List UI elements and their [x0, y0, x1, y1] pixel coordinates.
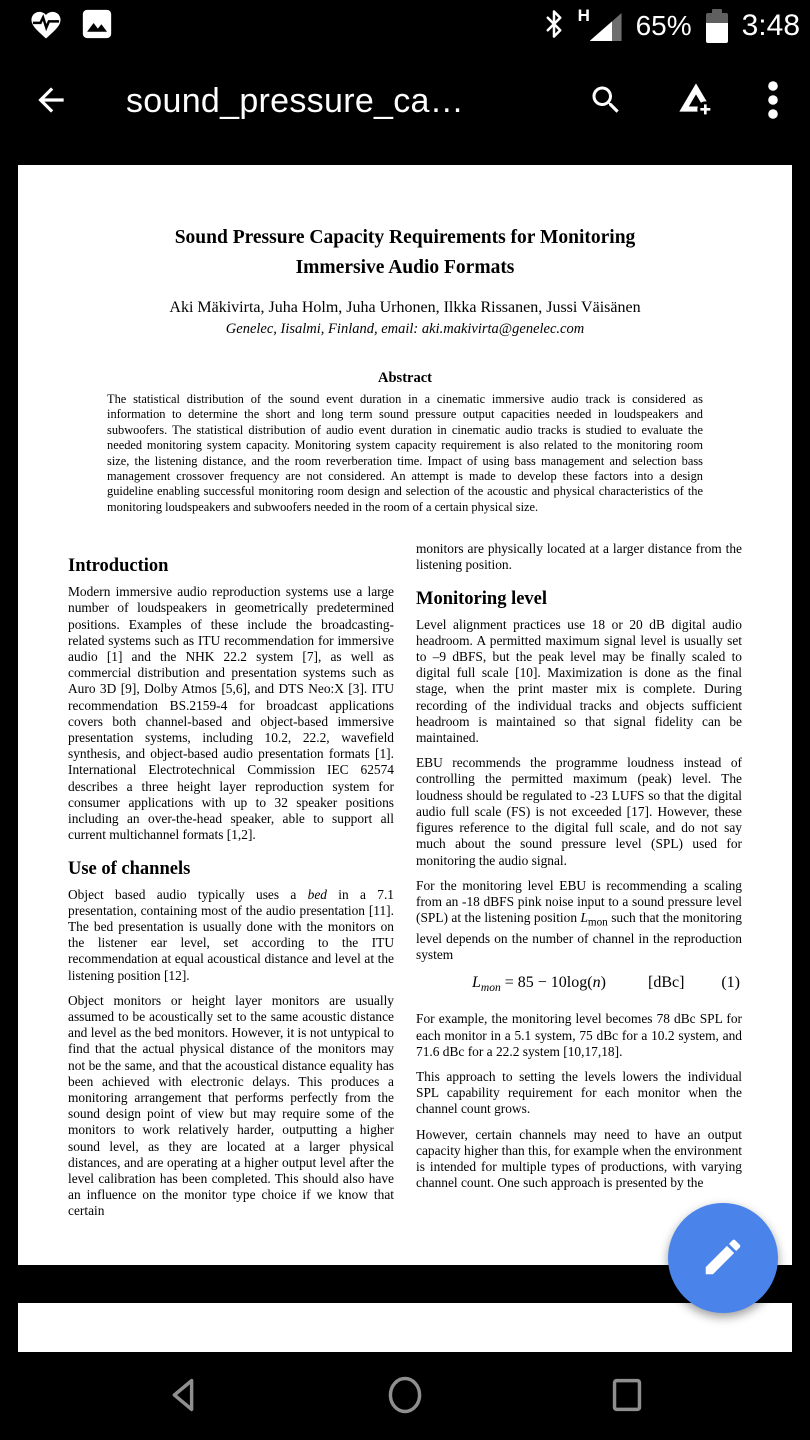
abstract-heading: Abstract [378, 370, 432, 386]
nav-back-button[interactable] [160, 1372, 206, 1421]
signal-triangle [590, 13, 622, 41]
signal-icon [577, 6, 622, 43]
pdf-page-1 [18, 165, 792, 1265]
paper-title [18, 223, 792, 283]
section-heading-use-of-channels: Use of channels [68, 858, 191, 879]
paper-title-line1: Sound Pressure Capacity Requirements for Monitoring [174, 227, 636, 248]
document-title: sound_pressure_ca… [126, 81, 465, 120]
network-type-label: H [577, 6, 590, 25]
paragraph: EBU recommends the programme loudness instead of controlling the permitted maximum (peak) level. The loudness should be regulated to -23 LUFS so that the digital audio full scale (FS) is not exceeded [17]. However, these figures reference to the digital full scale, and do not say much about the sound pressure level (SPL) used for monitoring the audio signal. [416, 755, 742, 868]
overflow-menu-button[interactable] [766, 80, 780, 123]
abstract-body: The statistical distribution of the sound event duration in a cinematic immersive audio track is considered as information to determine the short and long term sound pressure output capacities needed in loudspeakers and subwoofers. The statistical distribution of audio event duration in cinematic audio tracks is studied to evaluate the needed monitoring system capacity. Monitoring system capacity requirement is also related to the monitoring room size, the listening distance, and the room reverberation time. Impact of using bass management and selection bass management crossover frequency are not considered. An attempt is made to develop these factors into a design guideline enabling successful monitoring room design and selection of the acoustic and physical characteristics of the monitoring loudspeakers and subwoofers needed in the room of a certain physical size. [107, 392, 703, 514]
android-navigation-bar [0, 1352, 810, 1440]
math-symbol: L [580, 910, 588, 926]
equation-unit: [dBc] [648, 974, 685, 992]
paper-title-line2: Immersive Audio Formats [295, 257, 515, 278]
search-button[interactable] [588, 82, 624, 121]
back-arrow-icon [32, 81, 70, 122]
paragraph: However, certain channels may need to have an output capacity higher than this, for example when the environment is intended for multiple types of productions, with varying channel count. One such approach is presented by the [416, 1126, 742, 1191]
section-heading-monitoring-level: Monitoring level [416, 588, 548, 609]
right-column [416, 541, 742, 1228]
paragraph: For the monitoring level EBU is recommending a scaling from an -18 dBFS pink noise input to a sound pressure level (SPL) at the listening position $L_{mon}$ such that the monitoring level depends on the number of channel in the reproduction system [416, 877, 742, 963]
math-subscript: mon [587, 916, 608, 929]
heart-rate-icon [28, 8, 64, 45]
section-heading-introduction: Introduction [68, 556, 169, 577]
photos-icon [80, 7, 114, 46]
nav-recents-icon [604, 1372, 650, 1421]
paragraph: Modern immersive audio reproduction systems use a large number of loudspeakers in geometrically predetermined positions. Examples of these include the broadcasting-related systems such as ITU recommendation for immersive audio [1] and the NHK 22.2 system [7], as well as commercial distribution and presentation systems such as Auro 3D [9], Dolby Atmos [5,6], and DTS Neo:X [3]. ITU recommendation BS.2159-4 for broadcast applications covers both channel-based and object-based immersive presentation systems, including 10.2, 22.2, wavefield synthesis, and object-based audio presentation formats [1]. International Electrotechnical Commission IEC 62574 describes a three height layer reproduction system for consumer applications with up to 32 speaker positions including an over-the-head speaker, able to support all current multichannel formats [1,2]. [68, 584, 394, 843]
equation-1 [416, 975, 742, 997]
system-status-icons [544, 8, 800, 45]
clock-label: 3:48 [741, 9, 800, 42]
paper-authors: Aki Mäkivirta, Juha Holm, Juha Urhonen, Ilkka Rissanen, Jussi Väisänen [169, 299, 641, 316]
paragraph: Object based audio typically uses a bed in a 7.1 presentation, containing most of the audio presentation [11]. The bed presentation is usually done with the monitors on the listener ear level, set according to the ITU recommendation at equal acoustical distance and level at the listening position [12]. [68, 886, 394, 983]
equation-expression: $L_{mon} = 85 - 10\log(n)$ [472, 974, 606, 995]
paragraph: monitors are physically located at a larger distance from the listening position. [416, 541, 742, 573]
pdf-page-2-top [18, 1303, 792, 1352]
left-column [68, 541, 394, 1228]
app-toolbar [0, 52, 810, 150]
paragraph: Object monitors or height layer monitors are usually assumed to be acoustically set to the same acoustic distance and level as the bed monitors. However, it is not untypical to find that the actual physical distance of the monitors may not be the same, and that the acoustical distance equality has been achieved with electronic delays. This produces a monitoring arrangement that performs perfectly from the sound design point of view but may require some of the monitors to work relatively harder, outputting a higher sound level, as they are located at a larger physical distances, and are operating at a higher output level after the level calibration has been completed. This should also have an influence on the monitor type choice if we know that certain [68, 992, 394, 1219]
edit-fab-button[interactable] [668, 1203, 778, 1313]
battery-percent-label: 65% [635, 10, 692, 41]
add-to-drive-button[interactable] [676, 80, 716, 123]
paper-affiliation: Genelec, Iisalmi, Finland, email: aki.makivirta@genelec.com [225, 321, 585, 337]
paragraph: Level alignment practices use 18 or 20 dB digital audio headroom. A permitted maximum signal level is usually set to –9 dBFS, but the peak level may be finally scaled to digital full scale [10]. Maximization is done as the final stage, when the print master mix is complete. During recording of the individual tracks and objects sufficient headroom is maintained so that signal fidelity can be maintained. [416, 616, 742, 746]
nav-recents-button[interactable] [604, 1372, 650, 1421]
equation-number: (1) [721, 974, 740, 992]
paragraph: For example, the monitoring level becomes 78 dBc SPL for each monitor in a 5.1 system, 75 dBc for a 10.2 system, and 71.6 dBc for a 22.2 system [10,17,18]. [416, 1011, 742, 1059]
status-bar [0, 0, 810, 52]
edit-pencil-icon [700, 1234, 746, 1283]
two-column-body [18, 541, 792, 1228]
nav-home-icon [382, 1372, 428, 1421]
paragraph: This approach to setting the levels lowers the individual SPL capability requirement for each monitor when the channel count grows. [416, 1069, 742, 1117]
nav-back-icon [160, 1372, 206, 1421]
add-to-drive-icon [676, 80, 716, 123]
bluetooth-icon [544, 8, 564, 45]
notification-icons [28, 7, 114, 46]
battery-icon [706, 9, 728, 43]
overflow-menu-icon [766, 80, 780, 123]
italic-term: bed [307, 886, 327, 902]
pdf-viewport[interactable] [0, 150, 810, 1352]
search-icon [588, 82, 624, 121]
nav-home-button[interactable] [382, 1372, 428, 1421]
back-button[interactable] [32, 81, 70, 122]
